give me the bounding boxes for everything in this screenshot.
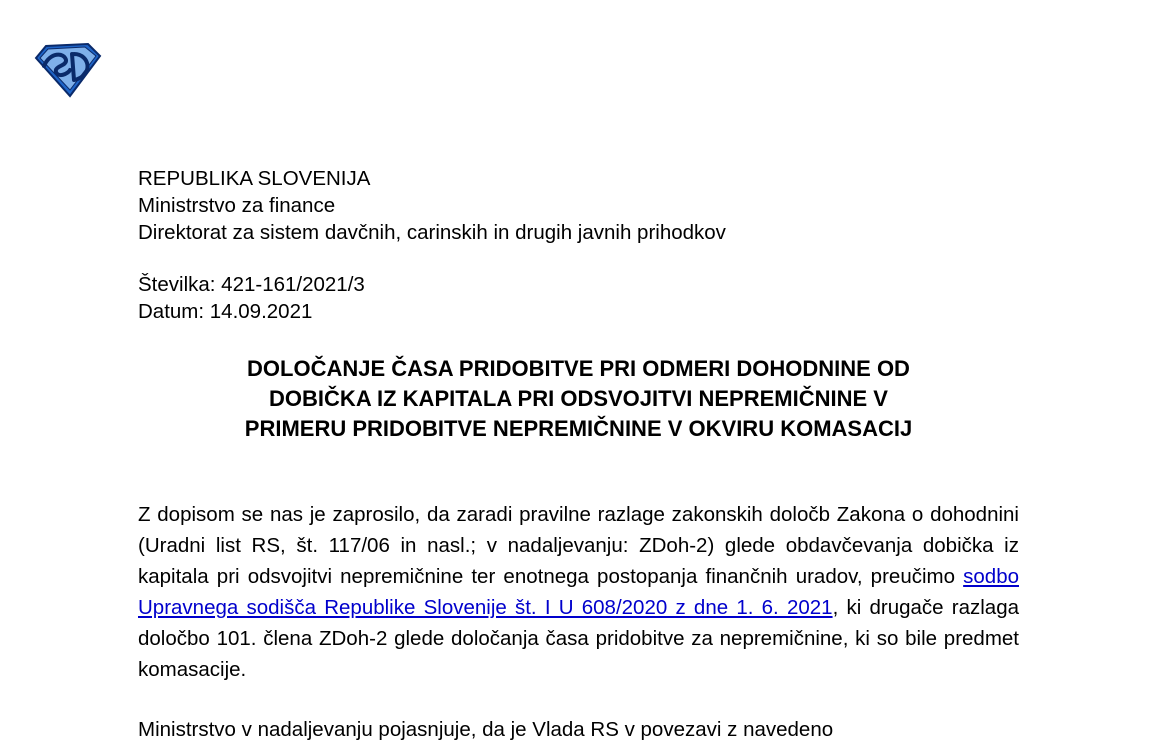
header-directorate: Direktorat za sistem davčnih, carinskih in drugih javnih prihodkov [138, 221, 726, 244]
paragraph-1-text-start: Z dopisom se nas je zaprosilo, da zaradi pravilne razlage zakonskih določb Zakona o dohodnini (Uradni list RS, št. 117/06 in nasl.; v nadaljevanju: ZDoh-2) glede obdavčevanja dobička iz kapitala pri odsvojitvi nepremičnine ter enotnega postopanja finančnih uradov, preučimo [138, 503, 1019, 588]
court-ruling-link[interactable]: sodbo Upravnega sodišča Republike Slovenije št. I U 608/2020 z dne 1. 6. 2021 [138, 565, 1019, 619]
paragraph-1 [138, 499, 1019, 685]
document-meta [138, 271, 365, 325]
title-line-1: DOLOČANJE ČASA PRIDOBITVE PRI ODMERI DOHODNINE OD [247, 356, 910, 381]
document-date: Datum: 14.09.2021 [138, 300, 313, 323]
paragraph-2: Ministrstvo v nadaljevanju pojasnjuje, da je Vlada RS v povezavi z navedeno [138, 718, 834, 741]
title-line-3: PRIMERU PRIDOBITVE NEPREMIČNINE V OKVIRU KOMASACIJ [244, 416, 913, 441]
logo-icon [30, 40, 104, 100]
paragraph-1-text-end: , ki drugače razlaga določbo 101. člena ZDoh-2 glede določanja časa pridobitve za nepremičnine, ki so bile predmet komasacije. [138, 596, 1020, 681]
header-country: REPUBLIKA SLOVENIJA [138, 167, 371, 190]
document-title [138, 354, 1019, 444]
document-number: Številka: 421-161/2021/3 [138, 273, 365, 296]
title-line-2: DOBIČKA IZ KAPITALA PRI ODSVOJITVI NEPREMIČNINE V [269, 386, 888, 411]
header-ministry: Ministrstvo za finance [138, 194, 336, 217]
issuer-header [138, 165, 726, 246]
